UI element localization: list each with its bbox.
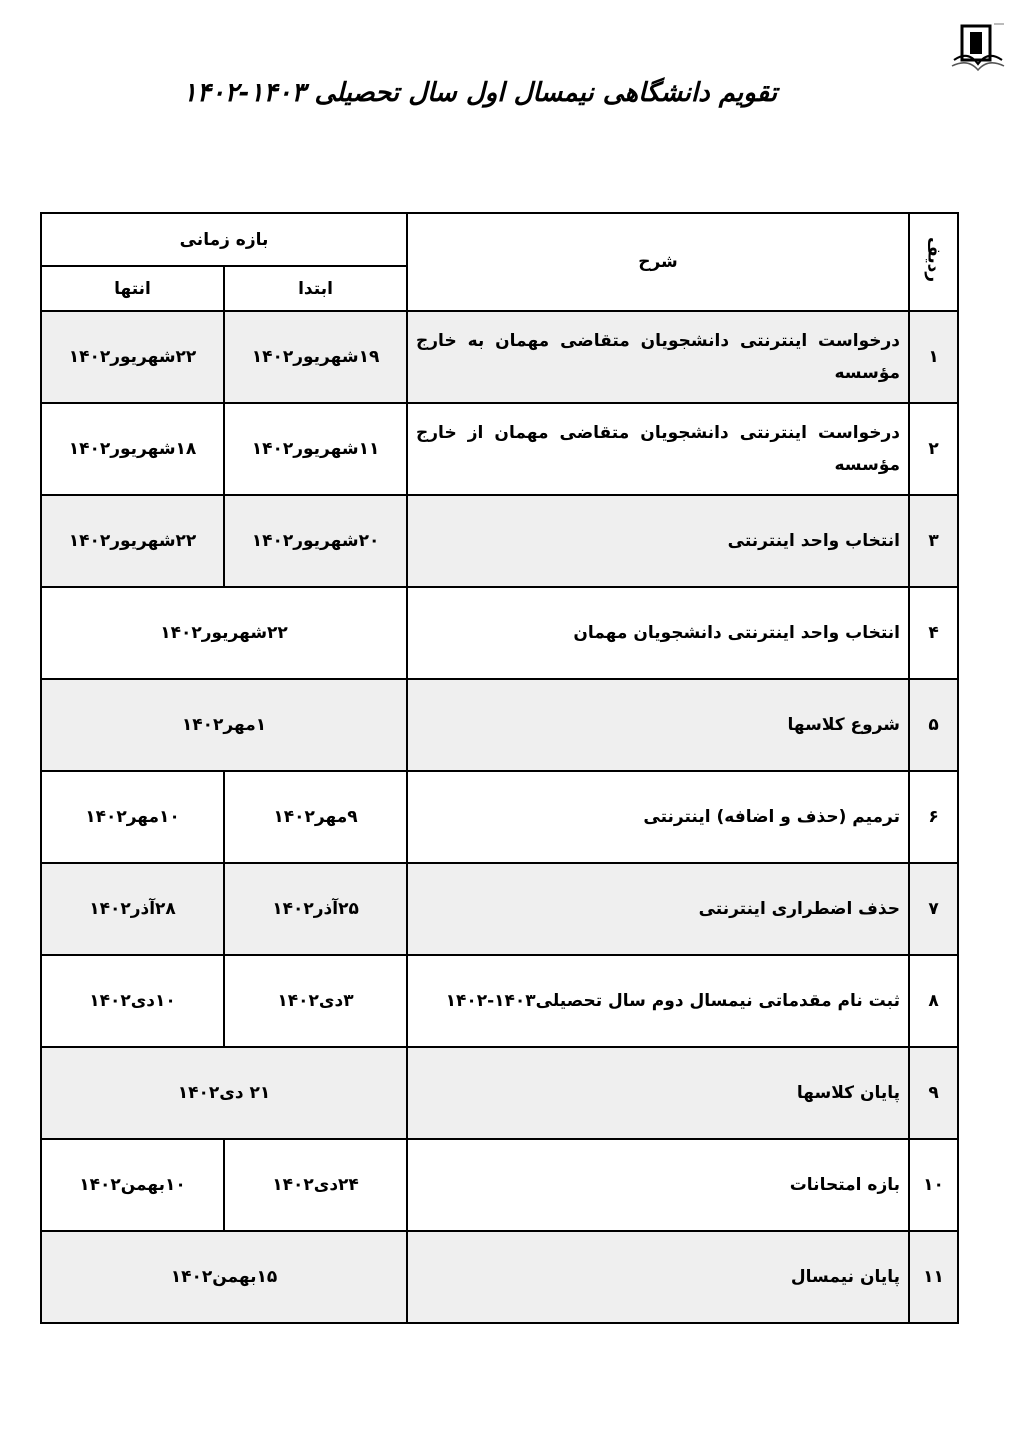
end-date: ۱۰دی۱۴۰۲ <box>41 955 224 1047</box>
row-number: ۱۱ <box>909 1231 958 1323</box>
header-description: شرح <box>407 213 909 311</box>
table-row <box>41 1231 958 1323</box>
single-date: ۲۱ دی۱۴۰۲ <box>41 1047 407 1139</box>
row-number: ۱۰ <box>909 1139 958 1231</box>
header-end: انتها <box>41 266 224 311</box>
end-date: ۲۲شهریور۱۴۰۲ <box>41 311 224 403</box>
row-description: درخواست اینترنتی دانشجویان متقاضی مهمان به خارج مؤسسه <box>407 311 909 403</box>
start-date: ۹مهر۱۴۰۲ <box>224 771 407 863</box>
row-number: ۳ <box>909 495 958 587</box>
single-date: ۱مهر۱۴۰۲ <box>41 679 407 771</box>
page-title: تقویم دانشگاهی نیمسال اول سال تحصیلی ۱۴۰۳-۱۴۰۲ <box>182 78 778 108</box>
end-date: ۱۰بهمن۱۴۰۲ <box>41 1139 224 1231</box>
start-date: ۱۱شهریور۱۴۰۲ <box>224 403 407 495</box>
university-logo-icon <box>948 20 1008 74</box>
table-row <box>41 1047 958 1139</box>
row-number: ۹ <box>909 1047 958 1139</box>
row-description: انتخاب واحد اینترنتی <box>407 495 909 587</box>
row-description: انتخاب واحد اینترنتی دانشجویان مهمان <box>407 587 909 679</box>
header-time-range: بازه زمانی <box>41 213 407 266</box>
row-description: بازه امتحانات <box>407 1139 909 1231</box>
row-description: شروع کلاسها <box>407 679 909 771</box>
row-description: حذف اضطراری اینترنتی <box>407 863 909 955</box>
start-date: ۳دی۱۴۰۲ <box>224 955 407 1047</box>
start-date: ۲۰شهریور۱۴۰۲ <box>224 495 407 587</box>
table-row <box>41 771 958 863</box>
row-description: پایان کلاسها <box>407 1047 909 1139</box>
row-number: ۲ <box>909 403 958 495</box>
header-start: ابتدا <box>224 266 407 311</box>
row-number: ۷ <box>909 863 958 955</box>
table-row <box>41 311 958 403</box>
row-number: ۱ <box>909 311 958 403</box>
row-description: ثبت نام مقدماتی نیمسال دوم سال تحصیلی۱۴۰۳-۱۴۰۲ <box>407 955 909 1047</box>
table-row <box>41 1139 958 1231</box>
row-description: ترمیم (حذف و اضافه) اینترنتی <box>407 771 909 863</box>
table-row <box>41 955 958 1047</box>
end-date: ۲۸آذر۱۴۰۲ <box>41 863 224 955</box>
row-description: پایان نیمسال <box>407 1231 909 1323</box>
start-date: ۲۴دی۱۴۰۲ <box>224 1139 407 1231</box>
table-row <box>41 495 958 587</box>
end-date: ۱۸شهریور۱۴۰۲ <box>41 403 224 495</box>
end-date: ۱۰مهر۱۴۰۲ <box>41 771 224 863</box>
single-date: ۱۵بهمن۱۴۰۲ <box>41 1231 407 1323</box>
row-description: درخواست اینترنتی دانشجویان متقاضی مهمان از خارج مؤسسه <box>407 403 909 495</box>
row-number: ۶ <box>909 771 958 863</box>
table-row <box>41 403 958 495</box>
row-number: ۴ <box>909 587 958 679</box>
calendar-table <box>40 212 959 1324</box>
start-date: ۲۵آذر۱۴۰۲ <box>224 863 407 955</box>
header-row-number: ردیف <box>909 213 958 311</box>
table-row <box>41 587 958 679</box>
table-row <box>41 679 958 771</box>
start-date: ۱۹شهریور۱۴۰۲ <box>224 311 407 403</box>
end-date: ۲۲شهریور۱۴۰۲ <box>41 495 224 587</box>
table-row <box>41 863 958 955</box>
row-number: ۸ <box>909 955 958 1047</box>
row-number: ۵ <box>909 679 958 771</box>
single-date: ۲۲شهریور۱۴۰۲ <box>41 587 407 679</box>
